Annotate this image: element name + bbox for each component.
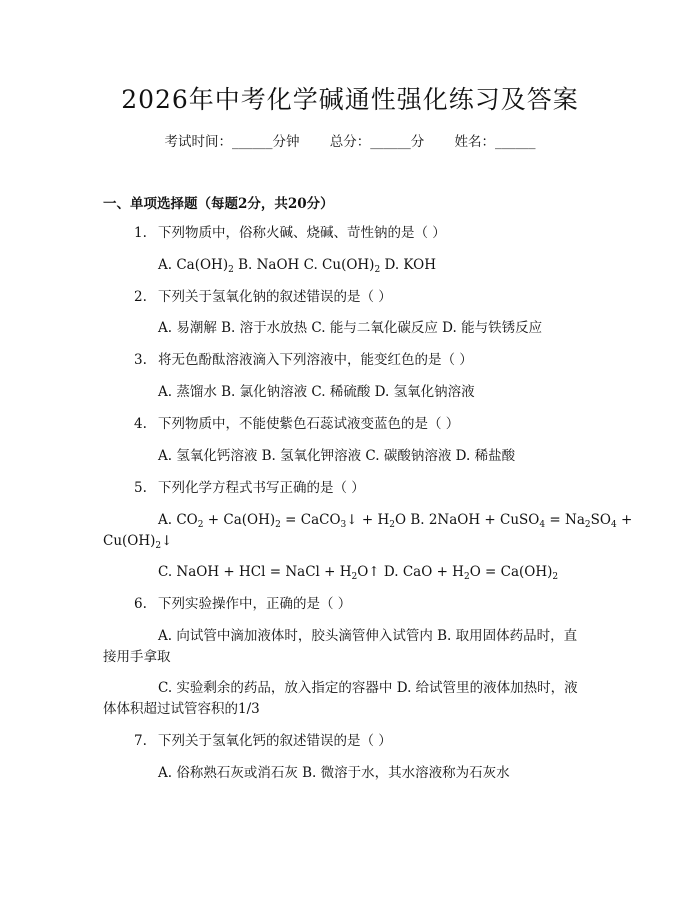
question-number: 2. bbox=[134, 289, 147, 305]
exam-time: 考试时间：______分钟 bbox=[164, 134, 300, 150]
question-6-options-line2-cont: 体体积超过试管容积的1/3 bbox=[103, 701, 260, 717]
question-7-options: A. 俗称熟石灰或消石灰 B. 微溶于水，其水溶液称为石灰水 bbox=[158, 765, 510, 781]
question-text: 下列实验操作中，正确的是（ ） bbox=[158, 596, 352, 612]
question-text: 下列化学方程式书写正确的是（ ） bbox=[158, 480, 365, 496]
question-number: 3. bbox=[134, 352, 147, 368]
question-7 bbox=[134, 731, 392, 751]
question-1-options: A. $Ca(OH)_2$ B. NaOH C. $Cu(OH)_2$ D. KOH bbox=[158, 257, 436, 275]
question-5-options-b-cont: $Cu(OH)_2↓$ bbox=[103, 533, 173, 551]
question-number: 1. bbox=[134, 225, 147, 241]
question-5-options-a-b: A. $CO_2 + Ca(OH)_2$ = CaCO$_3$↓ + $H_2O$ B. 2NaOH + CuSO$_4$ = $Na_2SO_4$ + bbox=[158, 512, 633, 530]
question-5 bbox=[134, 478, 365, 498]
question-3 bbox=[134, 350, 473, 370]
question-text: 下列物质中，俗称火碱、烧碱、苛性钠的是（ ） bbox=[158, 225, 446, 241]
total-score: 总分：______分 bbox=[329, 134, 425, 150]
question-2 bbox=[134, 287, 392, 307]
question-2-options: A. 易潮解 B. 溶于水放热 C. 能与二氧化碳反应 D. 能与铁锈反应 bbox=[158, 320, 543, 336]
section-heading: 一、单项选择题（每题2分，共20分） bbox=[103, 196, 334, 212]
exam-meta bbox=[0, 130, 700, 150]
question-number: 5. bbox=[134, 480, 147, 496]
question-number: 6. bbox=[134, 596, 147, 612]
question-6-options-line1-cont: 接用手拿取 bbox=[103, 649, 171, 665]
question-text: 将无色酚酞溶液滴入下列溶液中，能变红色的是（ ） bbox=[158, 352, 473, 368]
student-name: 姓名：______ bbox=[454, 134, 536, 150]
question-number: 4. bbox=[134, 416, 147, 432]
question-text: 下列物质中，不能使紫色石蕊试液变蓝色的是（ ） bbox=[158, 416, 460, 432]
question-4 bbox=[134, 414, 459, 434]
question-3-options: A. 蒸馏水 B. 氯化钠溶液 C. 稀硫酸 D. 氢氧化钠溶液 bbox=[158, 384, 475, 400]
question-text: 下列关于氢氧化钠的叙述错误的是（ ） bbox=[158, 289, 392, 305]
question-number: 7. bbox=[134, 733, 147, 749]
question-4-options: A. 氢氧化钙溶液 B. 氢氧化钾溶液 C. 碳酸钠溶液 D. 稀盐酸 bbox=[158, 448, 516, 464]
question-text: 下列关于氢氧化钙的叙述错误的是（ ） bbox=[158, 733, 392, 749]
question-5-options-c-d: C. NaOH + HCl = NaCl + $H_2O↑$ D. CaO + $H_2O = Ca(OH)_2$ bbox=[158, 564, 559, 582]
question-1 bbox=[134, 223, 446, 243]
document-title: 2026年中考化学碱通性强化练习及答案 bbox=[121, 85, 579, 114]
question-6 bbox=[134, 594, 351, 614]
question-6-options-line1: A. 向试管中滴加液体时，胶头滴管伸入试管内 B. 取用固体药品时，直 bbox=[158, 628, 578, 644]
question-6-options-line2: C. 实验剩余的药品，放入指定的容器中 D. 给试管里的液体加热时，液 bbox=[158, 680, 578, 696]
